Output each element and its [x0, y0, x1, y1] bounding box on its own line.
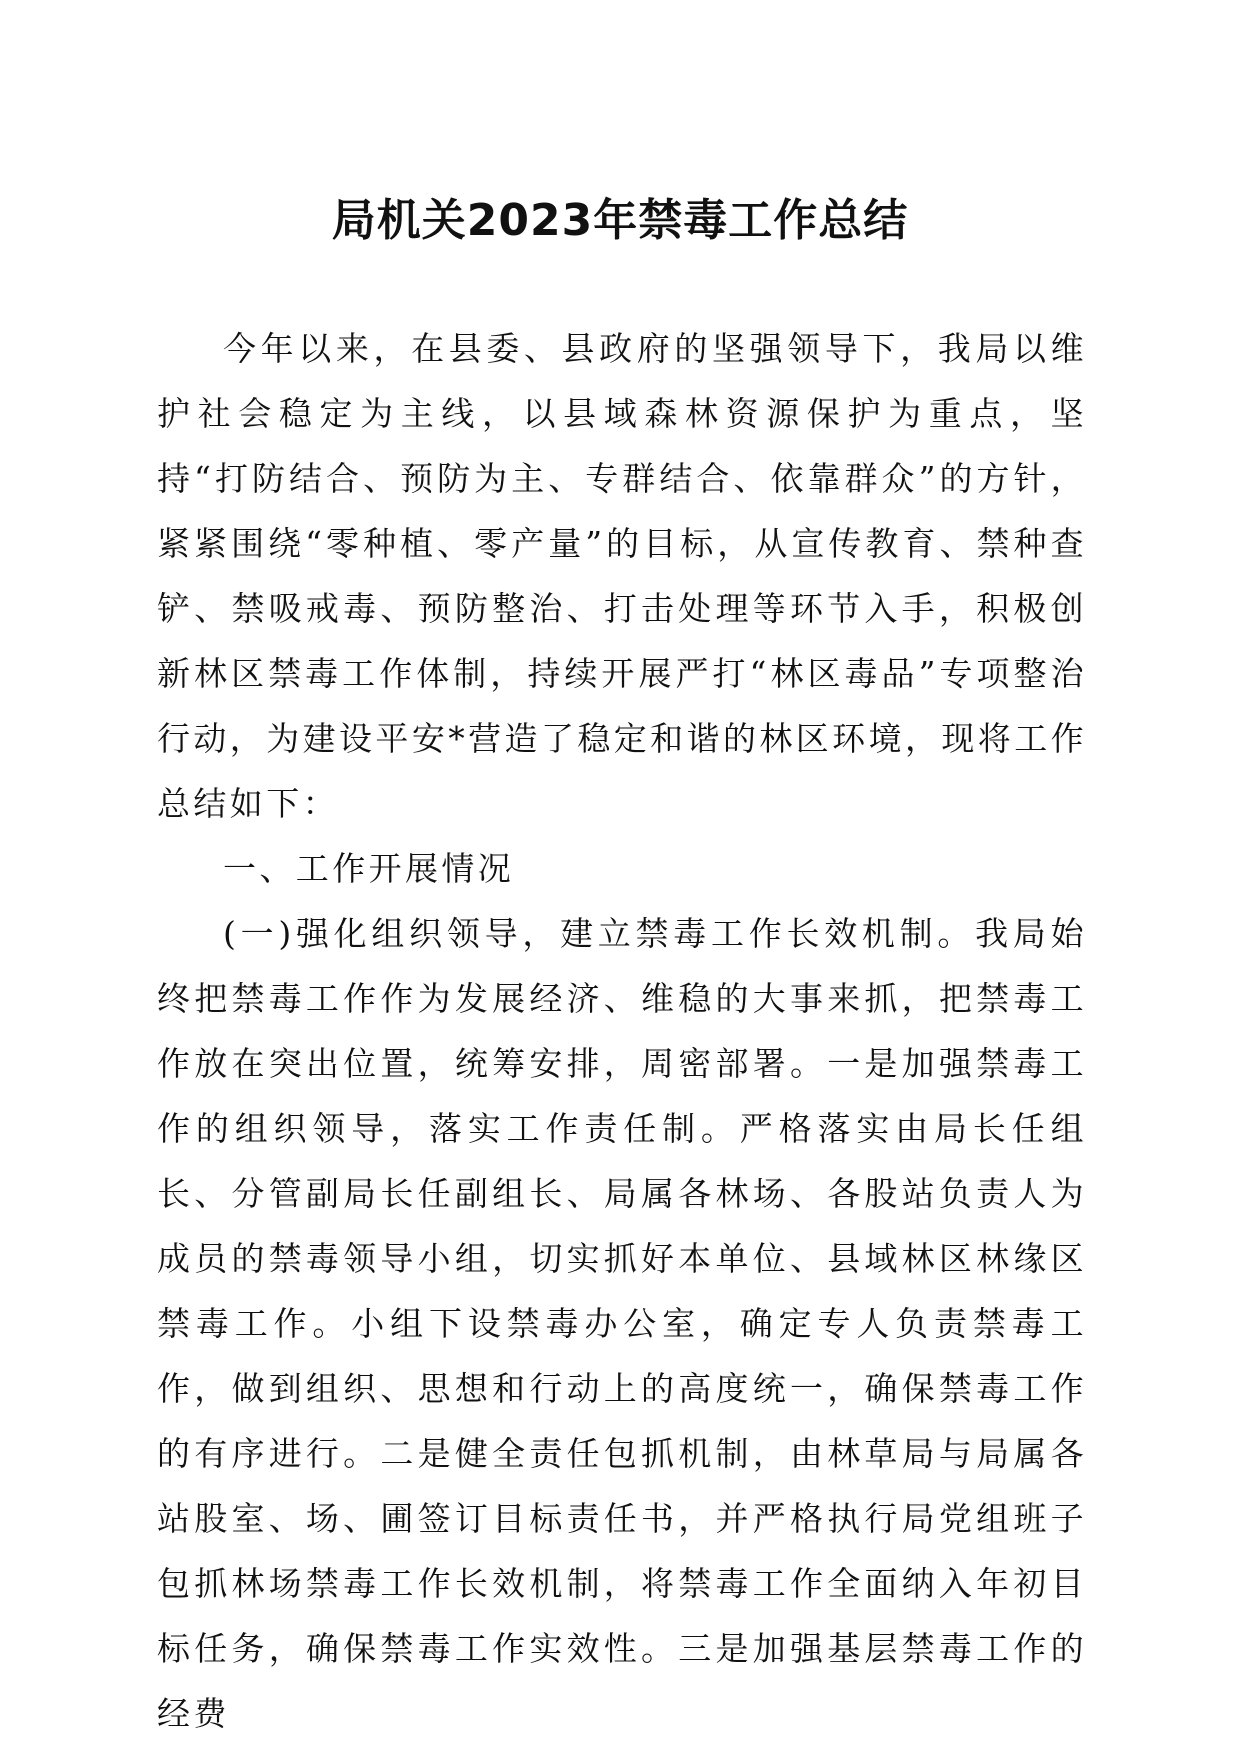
document-title: 局机关2023年禁毒工作总结 — [331, 195, 909, 246]
section-heading-1: 一、工作开展情况 — [223, 849, 515, 888]
document-body — [157, 316, 1087, 1746]
paragraph-section-1-1: (一)强化组织领导，建立禁毒工作长效机制。我局始终把禁毒工作作为发展经济、维稳的大事来抓，把禁毒工作放在突出位置，统筹安排，周密部署。一是加强禁毒工作的组织领导，落实工作责任制。严格落实由局长任组长、分管副局长任副组长、局属各林场、各股站负责人为成员的禁毒领导小组，切实抓好本单位、县域林区林缘区禁毒工作。小组下设禁毒办公室，确定专人负责禁毒工作，做到组织、思想和行动上的高度统一，确保禁毒工作的有序进行。二是健全责任包抓机制，由林草局与局属各站股室、场、圃签订目标责任书，并严格执行局党组班子包抓林场禁毒工作长效机制，将禁毒工作全面纳入年初目标任务，确保禁毒工作实效性。三是加强基层禁毒工作的经费 — [157, 914, 1087, 1733]
paragraph-intro: 今年以来，在县委、县政府的坚强领导下，我局以维护社会稳定为主线，以县域森林资源保护为重点，坚持“打防结合、预防为主、专群结合、依靠群众”的方针，紧紧围绕“零种植、零产量”的目标，从宣传教育、禁种查铲、禁吸戒毒、预防整治、打击处理等环节入手，积极创新林区禁毒工作体制，持续开展严打“林区毒品”专项整治行动，为建设平安*营造了稳定和谐的林区环境，现将工作总结如下： — [157, 329, 1087, 823]
